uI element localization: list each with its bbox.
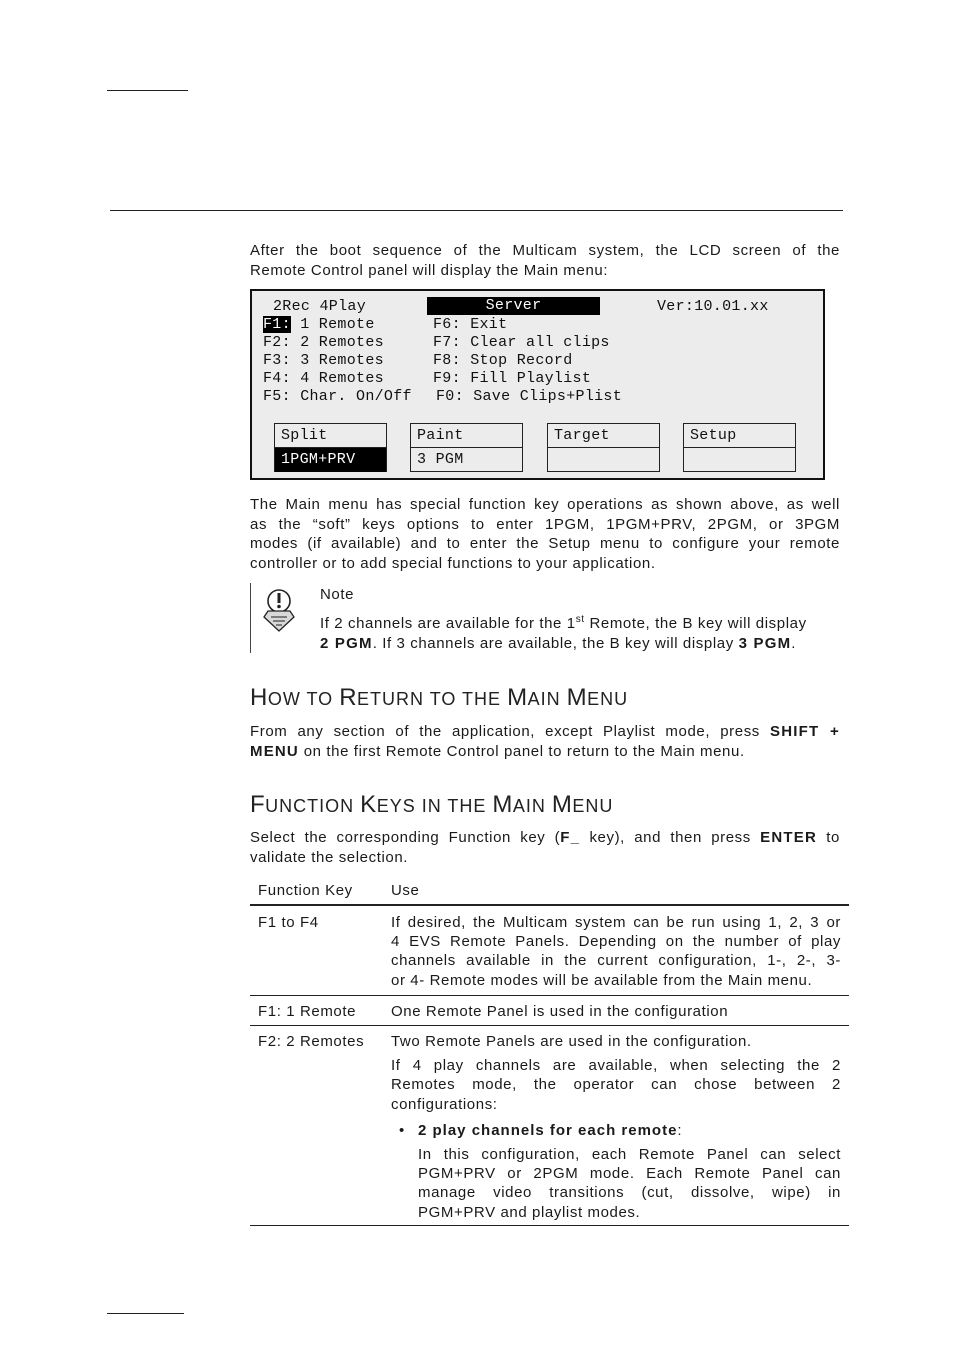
top-short-rule bbox=[107, 90, 188, 91]
row3-para2-line-2: Remotes mode, the operator can chose between 2 bbox=[391, 1076, 841, 1094]
warning-pen-icon bbox=[261, 587, 297, 633]
lcd-f1-key: F1: bbox=[263, 316, 291, 333]
note-title: Note bbox=[320, 586, 355, 603]
note-body bbox=[320, 610, 845, 654]
fk-bold-1: F_ bbox=[560, 829, 581, 846]
intro-line-1: After the boot sequence of the Multicam system, the LCD screen of the bbox=[250, 242, 840, 259]
softkey-paint-bottom: 3 PGM bbox=[417, 451, 464, 468]
table-row-rule-1 bbox=[250, 995, 849, 996]
row1-line-4: or 4- Remote modes will be available from the Main menu. bbox=[391, 971, 813, 989]
table-header-function-key: Function Key bbox=[258, 882, 353, 899]
fk-line-2: validate the selection. bbox=[250, 848, 409, 866]
h1-cap-1: H bbox=[250, 684, 268, 711]
softkey-split-top: Split bbox=[281, 427, 328, 444]
note-text-b: Remote, the B key will display bbox=[584, 615, 807, 632]
h1-sc-1: OW TO bbox=[267, 689, 340, 709]
lcd-f3: F3: 3 Remotes bbox=[263, 352, 384, 369]
return-paragraph bbox=[250, 722, 840, 761]
lcd-f1-label: 1 Remote bbox=[290, 316, 375, 333]
table-row-2-use bbox=[391, 1002, 841, 1021]
lcd-f5: F5: Char. On/Off bbox=[263, 388, 412, 405]
softkey-split-bottom: 1PGM+PRV bbox=[281, 451, 356, 468]
lcd-f6: F6: Exit bbox=[433, 316, 508, 333]
row3-bullet-line-3: manage video transitions (cut, dissolve, wipe) in bbox=[418, 1184, 841, 1202]
fk-text-b: key), and then press bbox=[580, 829, 761, 846]
row3-bullet-bold: 2 play channels for each remote bbox=[418, 1121, 678, 1139]
h1-cap-2: R bbox=[339, 684, 358, 711]
return-line-1 bbox=[250, 722, 840, 742]
table-header-rule bbox=[250, 904, 849, 906]
note-bar bbox=[250, 583, 251, 653]
row3-bullet-colon: : bbox=[677, 1121, 683, 1139]
h2-cap-1: F bbox=[250, 791, 266, 818]
lcd-f2: F2: 2 Remotes bbox=[263, 334, 384, 351]
note-line-2 bbox=[320, 634, 845, 654]
softkey-paint bbox=[410, 423, 523, 472]
table-bottom-rule bbox=[250, 1225, 849, 1226]
main-menu-line-3: modes (if available) and to enter the Setup menu to configure your remote bbox=[250, 535, 840, 552]
fk-bold-2: ENTER bbox=[760, 829, 818, 846]
return-bold-1: SHIFT + bbox=[770, 723, 840, 740]
row3-bullet-line-1: In this configuration, each Remote Panel can select bbox=[418, 1146, 841, 1164]
softkey-target bbox=[547, 423, 660, 472]
row3-para2-line-3: configurations: bbox=[391, 1095, 498, 1113]
intro-paragraph bbox=[250, 241, 840, 280]
row3-para2-line-1: If 4 play channels are available, when selecting the 2 bbox=[391, 1057, 841, 1075]
note-sup: st bbox=[575, 614, 585, 625]
table-row-1-key: F1 to F4 bbox=[258, 914, 319, 931]
table-row-1-use bbox=[391, 913, 841, 990]
softkey-setup bbox=[683, 423, 796, 472]
main-menu-line-1: The Main menu has special function key operations as shown above, as well bbox=[250, 496, 840, 513]
h1-sc-4: ENU bbox=[587, 689, 629, 709]
lcd-header-center-text: Server bbox=[485, 297, 542, 314]
note-bold-1: 2 PGM bbox=[320, 635, 373, 652]
table-row-3-use bbox=[391, 1032, 841, 1222]
note-text-a: If 2 channels are available for the 1 bbox=[320, 615, 576, 632]
heading-function-keys bbox=[250, 791, 613, 819]
return-line-2 bbox=[250, 742, 840, 762]
heading-return-main-menu bbox=[250, 684, 628, 712]
lcd-f1-row bbox=[263, 316, 375, 334]
lcd-header-left: 2Rec 4Play bbox=[273, 298, 367, 315]
return-bold-2: MENU bbox=[250, 742, 299, 760]
row3-bullet bbox=[391, 1121, 841, 1140]
main-menu-line-2: as the “soft” keys options to enter 1PGM, 1PGM+PRV, 2PGM, or 3PGM bbox=[250, 515, 840, 533]
note-line-1 bbox=[320, 610, 845, 634]
lcd-f7: F7: Clear all clips bbox=[433, 334, 610, 351]
row3-bullet-body bbox=[391, 1145, 841, 1222]
h2-sc-4: ENU bbox=[572, 796, 614, 816]
function-keys-paragraph bbox=[250, 828, 840, 867]
h1-cap-4: M bbox=[566, 684, 588, 711]
h1-sc-3: AIN bbox=[527, 689, 567, 709]
h2-cap-4: M bbox=[551, 791, 573, 818]
return-text-a: From any section of the application, except Playlist mode, press bbox=[250, 723, 770, 740]
lcd-f4: F4: 4 Remotes bbox=[263, 370, 384, 387]
h1-sc-2: ETURN TO THE bbox=[357, 689, 508, 709]
table-header-use: Use bbox=[391, 882, 420, 899]
h2-cap-2: K bbox=[360, 791, 377, 818]
note-bold-2: 3 PGM bbox=[738, 635, 792, 652]
return-text-b: on the first Remote Control panel to return to the Main menu. bbox=[298, 742, 745, 760]
bullet-dot-icon: • bbox=[399, 1121, 405, 1139]
lcd-f9: F9: Fill Playlist bbox=[433, 370, 592, 387]
intro-line-2: Remote Control panel will display the Main menu: bbox=[250, 261, 609, 279]
row3-bullet-line-4: PGM+PRV and playlist modes. bbox=[418, 1203, 641, 1221]
main-menu-line-4: controller or to add special functions to your application. bbox=[250, 554, 656, 572]
softkey-target-top: Target bbox=[554, 427, 610, 444]
note-text-c: . If 3 channels are available, the B key will display bbox=[372, 635, 739, 652]
row1-line-2: 4 EVS Remote Panels. Depending on the number of play bbox=[391, 933, 841, 951]
row1-line-3: channels available in the current configuration, 1-, 2-, 3- bbox=[391, 952, 841, 970]
fk-text-a: Select the corresponding Function key ( bbox=[250, 829, 561, 846]
softkey-setup-top: Setup bbox=[690, 427, 737, 444]
table-row-rule-2 bbox=[250, 1025, 849, 1026]
fk-text-c: to bbox=[817, 829, 841, 846]
lcd-screen bbox=[250, 289, 825, 480]
header-rule bbox=[110, 210, 843, 211]
row1-line-1: If desired, the Multicam system can be run using 1, 2, 3 or bbox=[391, 914, 841, 931]
table-row-2-key: F1: 1 Remote bbox=[258, 1003, 357, 1020]
lcd-f0: F0: Save Clips+Plist bbox=[436, 388, 623, 405]
lcd-f8: F8: Stop Record bbox=[433, 352, 573, 369]
row3-line-1: Two Remote Panels are used in the configuration. bbox=[391, 1033, 752, 1050]
row3-bullet-line-2: PGM+PRV or 2PGM mode. Each Remote Panel can bbox=[418, 1165, 841, 1183]
h2-sc-1: UNCTION bbox=[265, 796, 361, 816]
row2-line-1: One Remote Panel is used in the configuration bbox=[391, 1003, 729, 1020]
softkey-split bbox=[274, 423, 387, 472]
h2-cap-3: M bbox=[492, 791, 513, 818]
bottom-short-rule bbox=[107, 1313, 184, 1314]
h2-sc-2: EYS IN THE bbox=[376, 796, 493, 816]
h2-sc-3: AIN bbox=[512, 796, 552, 816]
main-menu-paragraph bbox=[250, 495, 840, 573]
lcd-header-center bbox=[427, 297, 600, 315]
note-text-d: . bbox=[791, 635, 797, 652]
softkey-paint-top: Paint bbox=[417, 427, 464, 444]
lcd-header-right: Ver:10.01.xx bbox=[657, 298, 769, 315]
table-row-3-key: F2: 2 Remotes bbox=[258, 1033, 365, 1050]
h1-cap-3: M bbox=[507, 684, 528, 711]
fk-line-1 bbox=[250, 828, 840, 848]
